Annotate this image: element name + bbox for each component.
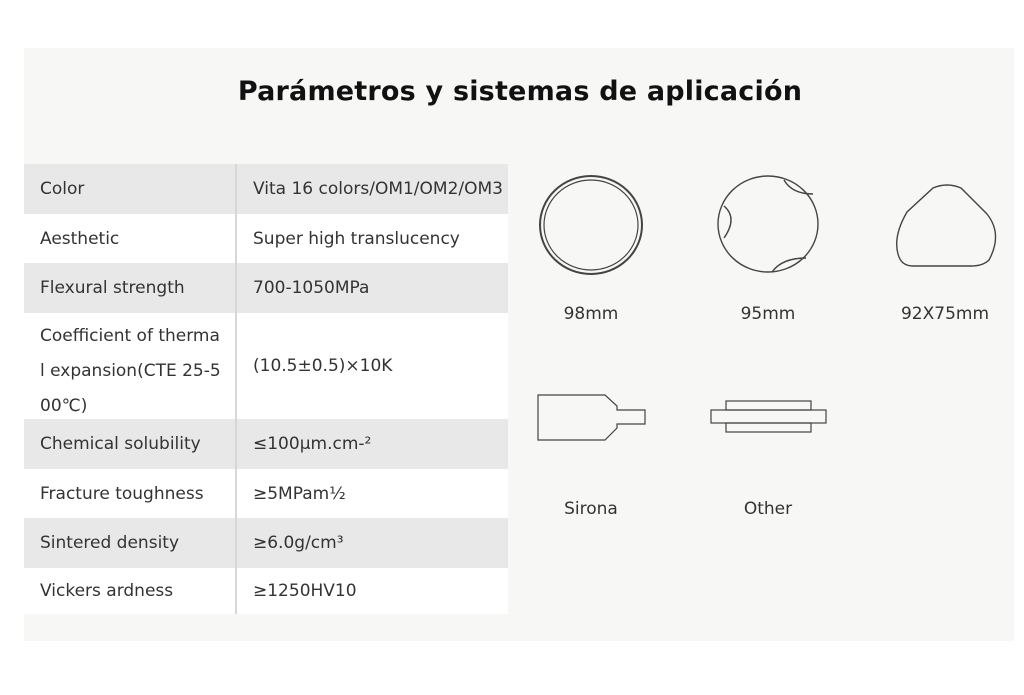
property-value: 700-1050MPa	[253, 278, 370, 298]
property-value: Vita 16 colors/OM1/OM2/OM3	[253, 179, 503, 199]
table-row	[24, 313, 508, 419]
property-label: Sintered density	[24, 518, 237, 568]
property-value: (10.5±0.5)×10K	[253, 356, 393, 376]
system-label: 98mm	[563, 304, 619, 324]
triangular-disc-icon	[893, 182, 1001, 272]
sirona-block-icon	[535, 392, 649, 444]
system-label: 95mm	[740, 304, 796, 324]
table-row	[24, 419, 508, 469]
property-label: Vickers ardness	[24, 568, 237, 614]
round-disc-icon	[535, 172, 647, 278]
stepped-disc-side-icon	[708, 398, 830, 436]
system-label: Other	[743, 499, 793, 519]
property-label: Color	[24, 164, 237, 214]
table-row	[24, 469, 508, 518]
property-value: ≥6.0g/cm³	[253, 533, 344, 553]
table-row	[24, 568, 508, 614]
notched-disc-icon	[714, 172, 822, 276]
system-label: 92X75mm	[900, 304, 990, 324]
table-row	[24, 164, 508, 214]
property-value: ≥1250HV10	[253, 581, 357, 601]
properties-table	[24, 164, 508, 614]
property-value: ≥5MPam½	[253, 483, 346, 504]
property-label: Aesthetic	[24, 214, 237, 263]
property-label: Flexural strength	[24, 263, 237, 313]
property-value: Super high translucency	[253, 228, 460, 249]
system-label: Sirona	[564, 499, 618, 519]
table-row	[24, 518, 508, 568]
property-label: Chemical solubility	[24, 419, 237, 469]
table-row	[24, 263, 508, 313]
page-title: Parámetros y sistemas de aplicación	[237, 76, 803, 107]
property-value: ≤100μm.cm-²	[253, 434, 372, 454]
property-label: Coefficient of therma l expansion(CTE 25-5 00℃)	[24, 313, 237, 419]
property-label: Fracture toughness	[24, 469, 237, 518]
table-row	[24, 214, 508, 263]
